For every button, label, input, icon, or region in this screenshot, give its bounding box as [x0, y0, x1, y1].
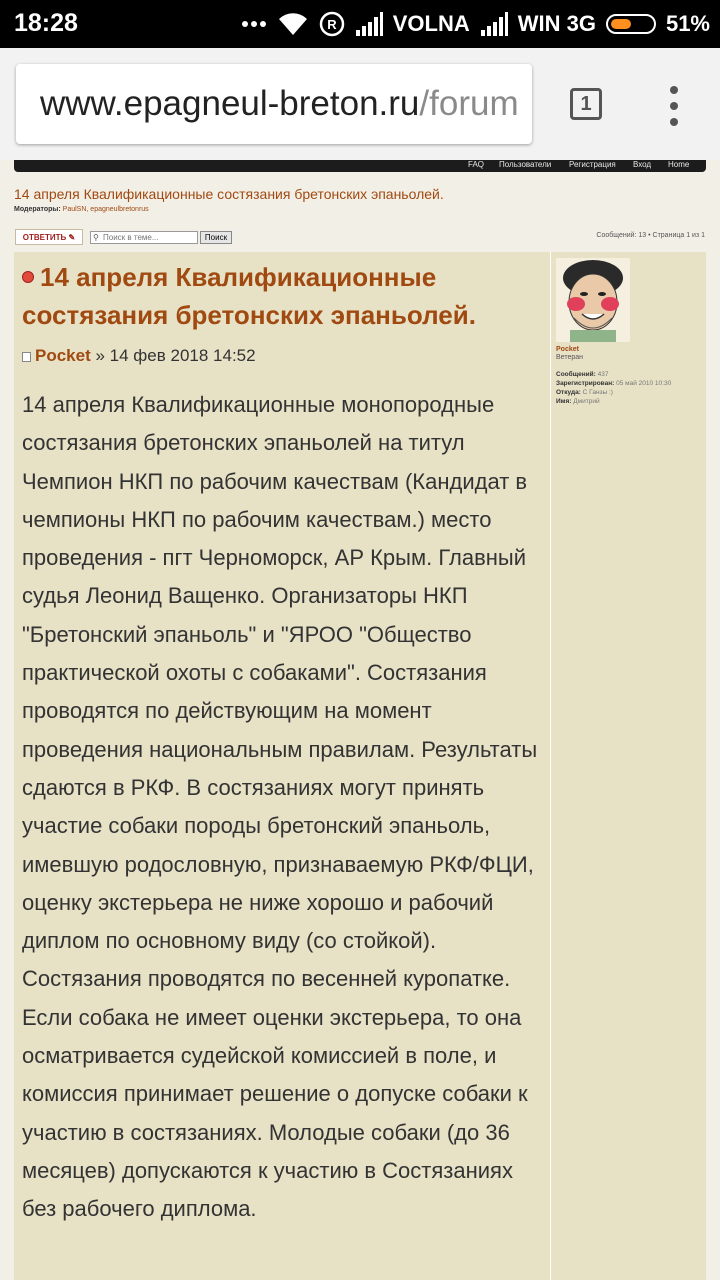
url-text	[40, 84, 519, 124]
moderators-links[interactable]: PaulSN, epagneulbretonrus	[62, 206, 149, 213]
nav-faq[interactable]: FAQ	[468, 160, 485, 169]
profile-rank: Ветеран	[556, 354, 584, 361]
web-page	[0, 160, 720, 1280]
dots-icon	[241, 19, 267, 29]
forum-nav	[14, 160, 706, 172]
post-status-icon	[22, 271, 34, 283]
roaming-icon	[319, 11, 345, 37]
post-meta	[22, 346, 256, 366]
author-profile	[550, 252, 705, 1280]
svg-text:R: R	[327, 17, 337, 32]
moderators-label: Модераторы:	[14, 206, 61, 213]
address-bar[interactable]	[16, 64, 532, 144]
status-bar	[0, 0, 720, 48]
nav-users[interactable]: Пользователи	[499, 160, 552, 169]
carrier1-label: VOLNA	[392, 11, 470, 36]
post-date: » 14 фев 2018 14:52	[95, 346, 256, 365]
post-author[interactable]: Pocket	[35, 346, 91, 365]
moderators-line	[14, 206, 149, 213]
profile-name[interactable]: Pocket	[556, 346, 579, 353]
reply-button[interactable]	[15, 229, 83, 245]
nav-home[interactable]: Home	[668, 160, 690, 169]
search-button[interactable]: Поиск	[200, 231, 232, 244]
search-icon: ⚲	[93, 233, 99, 242]
post-title	[22, 258, 542, 334]
realname-label: Имя:	[556, 398, 572, 405]
pencil-icon: ✎	[68, 233, 76, 242]
realname-value: Дмитрий	[573, 398, 600, 405]
reply-label: ОТВЕТИТЬ	[22, 233, 67, 242]
signal-icon	[480, 12, 508, 36]
browser-toolbar	[0, 48, 720, 160]
wifi-icon	[277, 11, 309, 37]
battery-level	[611, 19, 631, 29]
from-label: Откуда:	[556, 389, 581, 396]
post	[14, 252, 706, 1280]
pagination-info: Сообщений: 13 • Страница 1 из 1	[596, 232, 705, 239]
post-link-icon[interactable]	[22, 352, 31, 362]
overflow-menu-icon[interactable]	[664, 86, 684, 126]
registered-label: Зарегистрирован:	[556, 380, 615, 387]
posts-label: Сообщений:	[556, 371, 596, 378]
search-input[interactable]	[103, 232, 195, 243]
post-body: 14 апреля Квалификационные монопородные состязания бретонских эпаньолей на титул Чемпион НКП по рабочим качествам (Кандидат в чемпионы НКП по рабочим качествам.) место проведения - пгт Черноморск, АР Крым. Главный судья Леонид Ващенко. Организаторы НКП "Бретонский эпаньоль" и "ЯРОО "Общество практической охоты с собаками". Состязания проводятся по действующим на момент проведения национальным правилам. Результаты сдаются в РКФ. В состязаниях могут принять участие собаки породы бретонский эпаньоль, имевшую родословную, признаваемую РКФ/ФЦИ, оценку экстерьера не ниже хорошо и рабочий диплом по основному виду (со стойкой). Состязания проводятся по весенней куропатке. Если собака не имеет оценки экстерьера, то она осматривается судейской комиссией в поле, и комиссия принимает решение о допуске собаки к участию в состязаниях. Молодые собаки (до 36 месяцев) допускаются к участию в Состязаниях без рабочего диплома.	[22, 392, 538, 1222]
status-time: 18:28	[14, 9, 78, 37]
carrier2-label: WIN 3G	[517, 11, 596, 36]
url-path: /forum	[419, 84, 519, 123]
search-box	[90, 231, 198, 244]
nav-login[interactable]: Вход	[633, 160, 652, 169]
signal-icon	[355, 12, 383, 36]
nav-register[interactable]: Регистрация	[569, 160, 616, 169]
topic-title-link[interactable]: 14 апреля Квалификационные состязания бретонских эпаньолей.	[14, 186, 444, 202]
battery-icon	[606, 14, 656, 34]
tab-switcher-icon[interactable]: 1	[570, 88, 602, 120]
post-title-text: 14 апреля Квалификационные состязания бретонских эпаньолей.	[22, 262, 476, 330]
avatar[interactable]	[556, 258, 630, 342]
status-icons	[241, 9, 710, 39]
profile-stats	[556, 370, 671, 406]
url-host: www.epagneul-breton.ru	[40, 84, 420, 123]
battery-percent: 51%	[665, 11, 710, 36]
registered-value: 05 май 2010 10:30	[616, 380, 672, 387]
posts-value: 437	[597, 371, 609, 378]
from-value: С Ганзы :)	[582, 389, 613, 396]
